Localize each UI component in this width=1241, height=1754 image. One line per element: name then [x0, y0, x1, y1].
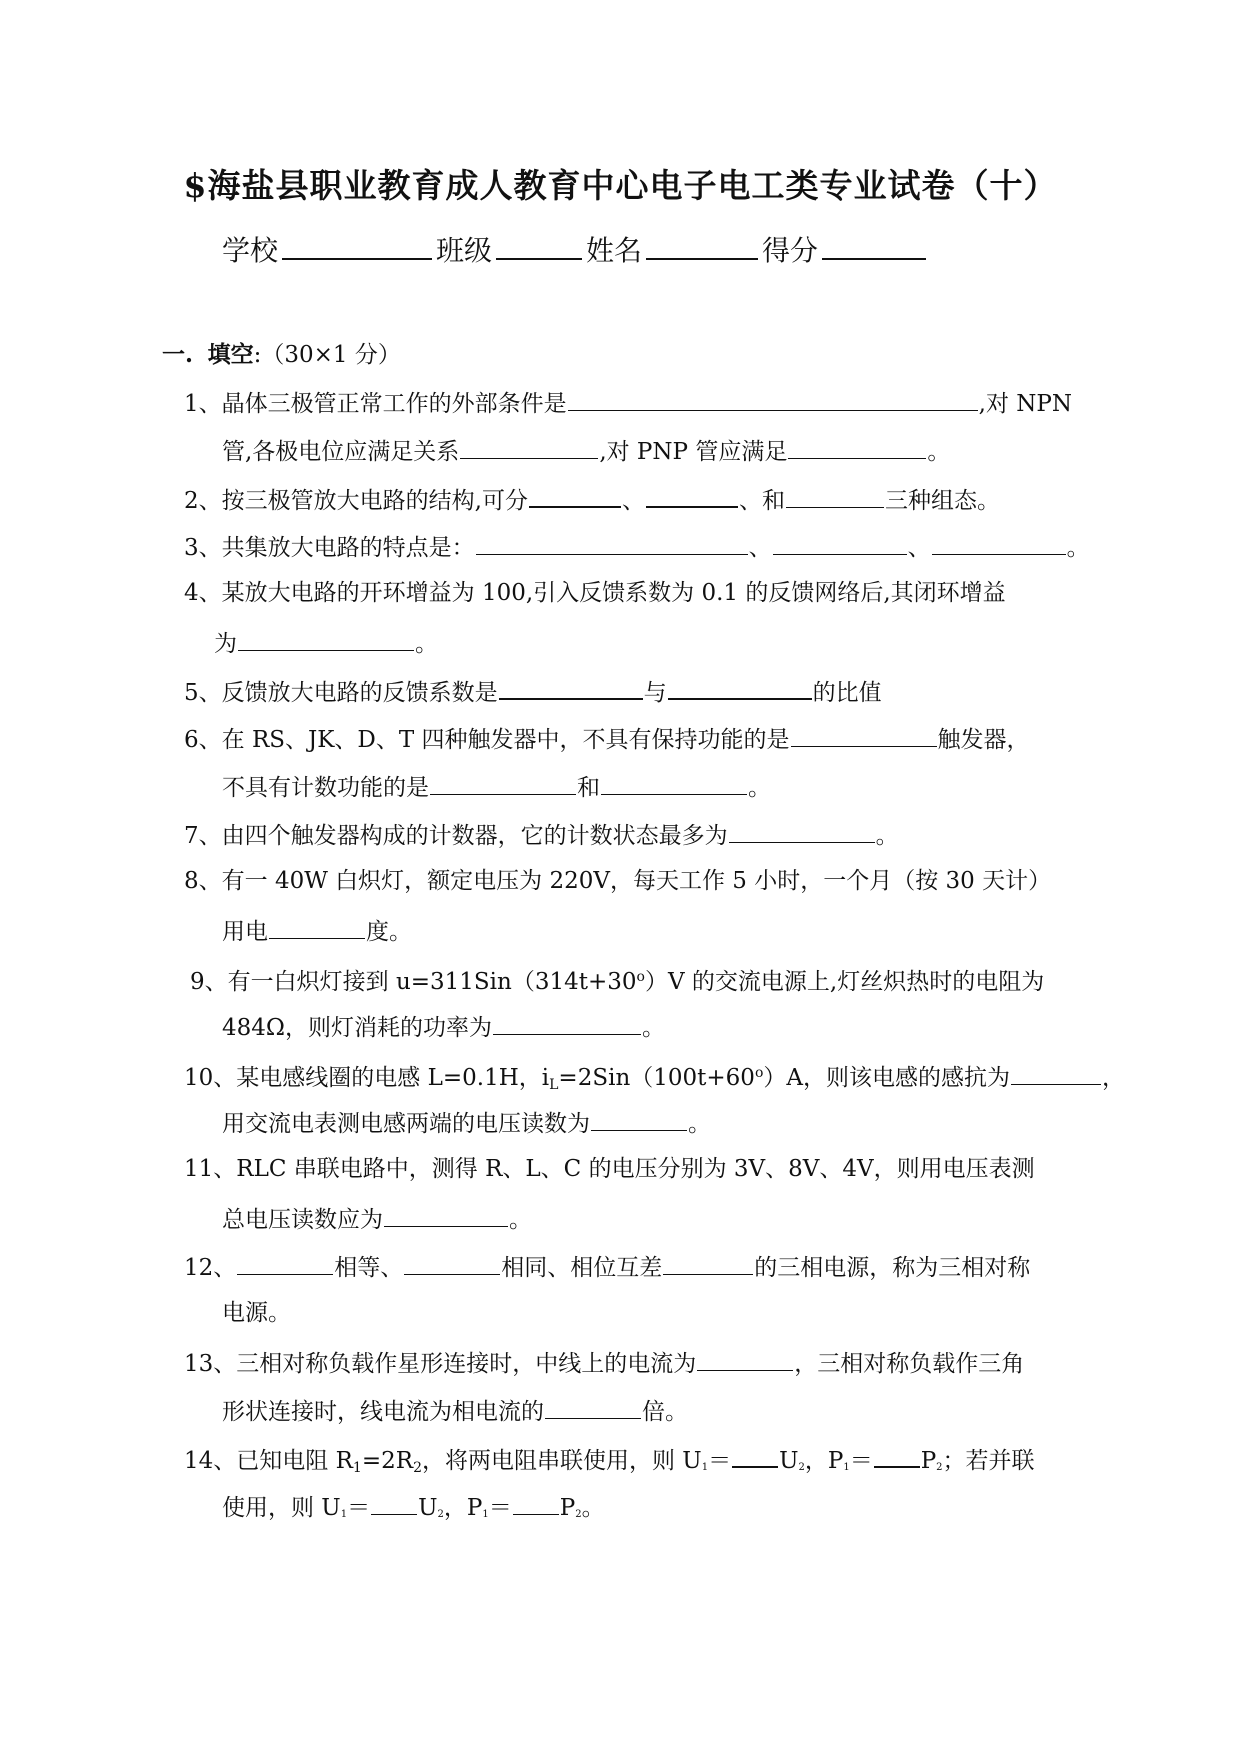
answer-blank[interactable]: [591, 1106, 687, 1131]
answer-blank[interactable]: [513, 1490, 559, 1515]
answer-blank[interactable]: [430, 770, 576, 795]
answer-blank[interactable]: [729, 818, 875, 843]
score-blank[interactable]: [822, 228, 926, 260]
question-1-line-2: 管,各极电位应满足关系 ,对 PNP 管应满足 。: [222, 434, 950, 467]
question-14-line-1: 14、已知电阻 $R_1=2R_2$，将两电阻串联使用，则 $U_1= U_2$，$P_1= P_2$；若并联: [184, 1442, 1035, 1483]
question-5: 5、反馈放大电路的反馈系数是 与 的比值: [184, 674, 882, 708]
section-detail: :（30×1 分）: [253, 342, 401, 368]
question-9-line-1: 9、有一白炽灯接到 $u=311Sin(314t+30^o)V$ 的交流电源上,灯丝炽热时的电阻为: [190, 969, 1045, 995]
school-blank[interactable]: [282, 228, 432, 260]
question-1-line-1: 1、晶体三极管正常工作的外部条件是 ,对 NPN: [184, 386, 1072, 419]
answer-blank[interactable]: [371, 1490, 417, 1515]
answer-blank[interactable]: [529, 482, 621, 508]
question-12-line-1: 12、 相等、 相同、相位互差 的三相电源，称为三相对称: [184, 1250, 1030, 1283]
answer-blank[interactable]: [663, 1250, 753, 1275]
answer-blank[interactable]: [668, 674, 812, 700]
section-heading: [162, 336, 401, 369]
exam-title: $海盐县职业教育成人教育中心电子电工类专业试卷（十）: [183, 166, 1058, 205]
answer-blank[interactable]: [732, 1442, 778, 1468]
class-label: 班级: [436, 234, 493, 267]
answer-blank[interactable]: [646, 482, 738, 508]
score-label: 得分: [762, 234, 819, 267]
student-info-line: [222, 228, 930, 269]
answer-blank[interactable]: [384, 1202, 508, 1227]
question-10-line-2: 用交流电表测电感两端的电压读数为 。: [222, 1106, 711, 1139]
question-13-line-1: 13、三相对称负载作星形连接时，中线上的电流为 ，三相对称负载作三角: [184, 1346, 1024, 1379]
section-number: 一.: [162, 341, 194, 368]
question-11-line-1: 11、RLC 串联电路中，测得 R、L、C 的电压分别为 3V、8V、4V，则用电压表测: [184, 1156, 1035, 1182]
question-2: 2、按三极管放大电路的结构,可分 、 、和 三种组态。: [184, 482, 1000, 516]
question-4-line-2: 为 。: [214, 626, 438, 659]
question-6-line-2: 不具有计数功能的是 和 。: [222, 770, 771, 803]
question-6-line-1: 6、在 RS、JK、D、T 四种触发器中，不具有保持功能的是 触发器，: [184, 722, 1030, 755]
question-13-line-2: 形状连接时，线电流为相电流的 倍。: [222, 1394, 688, 1427]
question-3: 3、共集放大电路的特点是： 、 、 。: [184, 530, 1090, 563]
name-label: 姓名: [586, 234, 643, 267]
question-12-line-2: 电源。: [222, 1300, 291, 1326]
answer-blank[interactable]: [493, 1010, 641, 1035]
question-8-line-2: 用电 度。: [222, 914, 412, 947]
question-10-line-1: 10、某电感线圈的电感 L=0.1H，$i_L=2Sin(100t+60^o)A$，则该电感的感抗为 ，: [184, 1058, 1125, 1100]
answer-blank[interactable]: [460, 434, 598, 459]
question-14-line-2: 使用，则 $U_1= U_2$，$P_1= P_2$。: [222, 1490, 605, 1530]
answer-blank[interactable]: [786, 483, 884, 508]
answer-blank[interactable]: [788, 434, 926, 459]
school-label: 学校: [222, 234, 279, 267]
answer-blank[interactable]: [601, 770, 747, 795]
question-7: 7、由四个触发器构成的计数器，它的计数状态最多为 。: [184, 818, 899, 851]
answer-blank[interactable]: [499, 674, 643, 700]
answer-blank[interactable]: [697, 1346, 793, 1371]
answer-blank[interactable]: [568, 386, 978, 411]
answer-blank[interactable]: [238, 626, 414, 651]
answer-blank[interactable]: [545, 1394, 641, 1419]
answer-blank[interactable]: [773, 530, 907, 555]
answer-blank[interactable]: [1011, 1060, 1101, 1085]
question-9-line-2: 484Ω，则灯消耗的功率为 。: [222, 1010, 665, 1043]
question-11-line-2: 总电压读数应为 。: [222, 1202, 532, 1235]
answer-blank[interactable]: [791, 722, 937, 747]
answer-blank[interactable]: [874, 1442, 920, 1468]
answer-blank[interactable]: [932, 530, 1066, 555]
question-8-line-1: 8、有一 40W 白炽灯，额定电压为 220V，每天工作 5 小时，一个月（按 30 天计）: [184, 868, 1052, 894]
answer-blank[interactable]: [404, 1250, 500, 1275]
name-blank[interactable]: [646, 228, 758, 260]
class-blank[interactable]: [496, 228, 582, 260]
answer-blank[interactable]: [476, 530, 748, 555]
answer-blank[interactable]: [237, 1250, 333, 1275]
question-4-line-1: 4、某放大电路的开环增益为 100,引入反馈系数为 0.1 的反馈网络后,其闭环增益: [184, 580, 1006, 606]
answer-blank[interactable]: [269, 914, 365, 939]
section-name: 填空: [207, 341, 254, 368]
